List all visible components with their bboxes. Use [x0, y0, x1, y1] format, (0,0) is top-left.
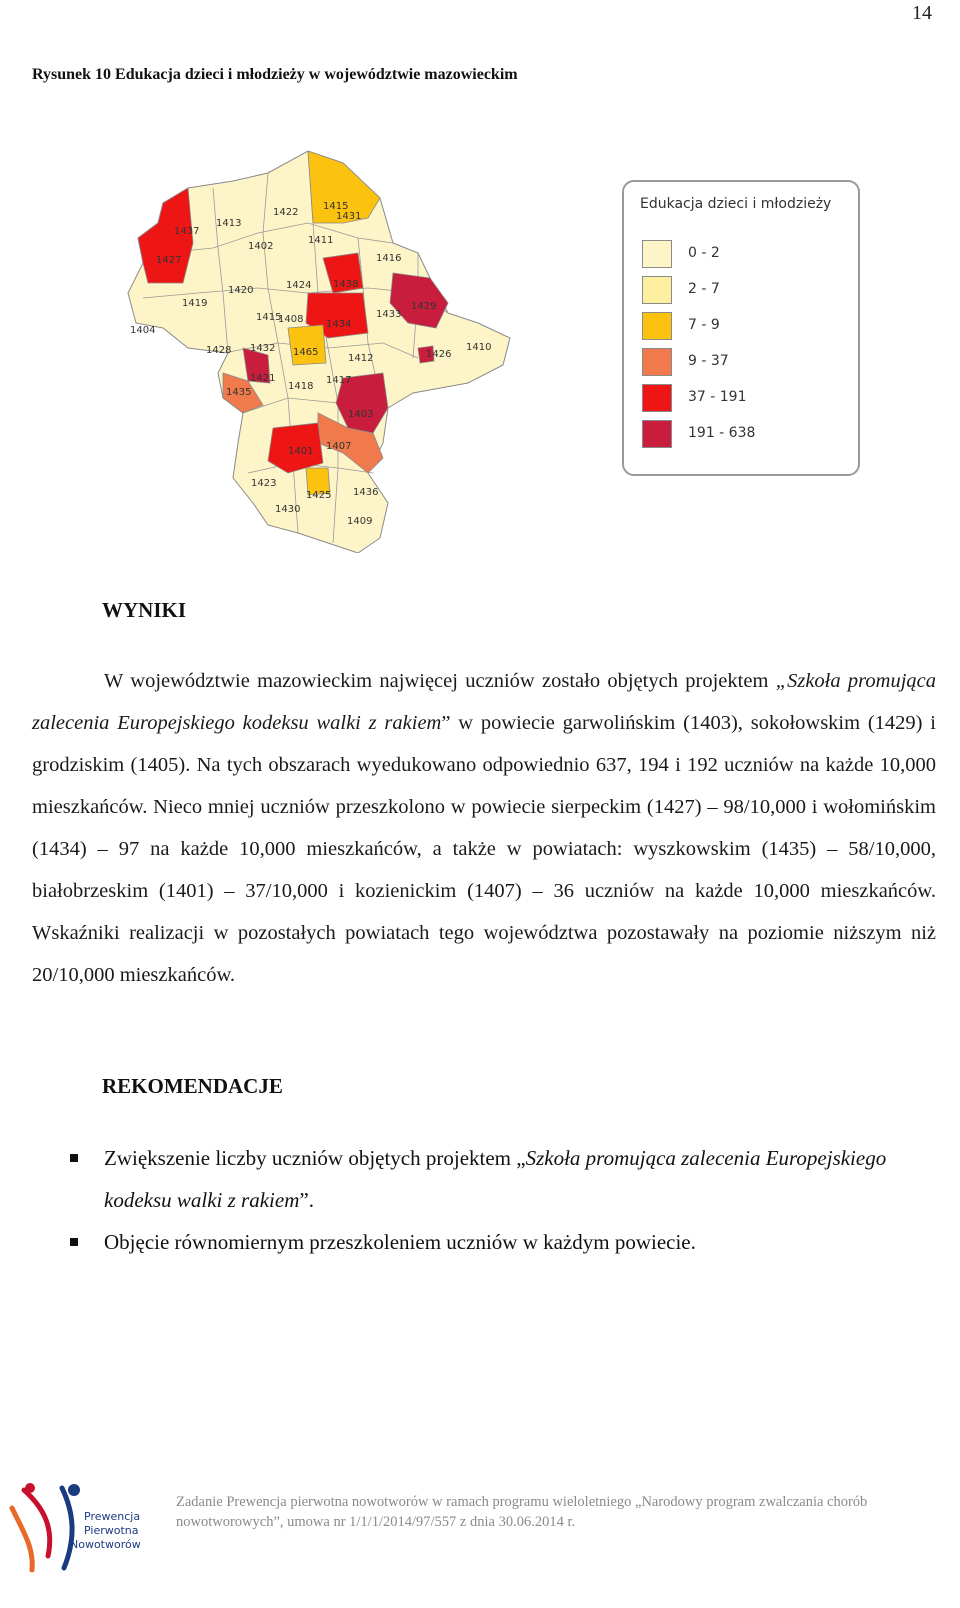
wyniki-paragraph [32, 660, 936, 996]
map-label: 1418 [288, 381, 314, 392]
map-legend [622, 180, 860, 476]
legend-swatch [642, 312, 672, 340]
map-label: 1411 [308, 235, 334, 246]
ppn-logo [4, 1478, 154, 1578]
map-label: 1422 [273, 207, 299, 218]
map-label: 1413 [216, 218, 242, 229]
map-label: 1415 [256, 312, 282, 323]
legend-label: 9 - 37 [688, 353, 729, 369]
map-label: 1428 [206, 345, 232, 356]
legend-swatch [642, 348, 672, 376]
text-run: W województwie mazowieckim najwięcej uczniów zostało objętych projektem [104, 670, 776, 692]
map-label: 1417 [326, 375, 352, 386]
quote-close: ” [441, 712, 451, 734]
map-label: 1426 [426, 349, 452, 360]
legend-swatch [642, 276, 672, 304]
map-label: 1423 [251, 478, 277, 489]
map-label: 1404 [130, 325, 156, 336]
square-bullet-icon [70, 1154, 78, 1162]
recommendation-list [68, 1137, 928, 1263]
legend-label: 2 - 7 [688, 281, 720, 297]
map-label: 1430 [275, 504, 301, 515]
map-label: 1408 [278, 314, 304, 325]
text-run: Zwiększenie liczby uczniów objętych projektem „ [104, 1146, 526, 1170]
page-number: 14 [912, 2, 932, 24]
legend-swatch [642, 420, 672, 448]
map-label: 1410 [466, 342, 492, 353]
quote-open: „ [775, 670, 788, 692]
map-label: 1438 [333, 279, 359, 290]
logo-figure-icon [4, 1478, 154, 1578]
map-label: 1407 [326, 441, 352, 452]
legend-label: 7 - 9 [688, 317, 720, 333]
legend-label: 0 - 2 [688, 245, 720, 261]
map-label: 1425 [306, 490, 332, 501]
rekomendacje-heading: REKOMENDACJE [102, 1074, 283, 1098]
map-label: 1420 [228, 285, 254, 296]
square-bullet-icon [70, 1238, 78, 1246]
map-svg [118, 143, 518, 553]
map-label: 1434 [326, 319, 352, 330]
figure-caption: Rysunek 10 Edukacja dzieci i młodzieży w województwie mazowieckim [32, 66, 518, 83]
logo-text: Prewencja [84, 1510, 141, 1523]
map-label: 1431 [336, 211, 362, 222]
map-label: 1427 [156, 255, 182, 266]
project-name: Szkoła promująca zalecenia Europejskiego kodeksu walki z rakiem [32, 670, 937, 734]
map-label: 1402 [248, 241, 274, 252]
map-label: 1421 [250, 373, 276, 384]
legend-swatch [642, 384, 672, 412]
logo-text: Pierwotna [84, 1524, 139, 1537]
text-run: Objęcie równomiernym przeszkoleniem uczniów w każdym powiecie. [104, 1230, 696, 1254]
legend-label: 37 - 191 [688, 389, 747, 405]
map-label: 1436 [353, 487, 379, 498]
map-label: 1416 [376, 253, 402, 264]
wyniki-heading: WYNIKI [102, 598, 187, 622]
footer-text: Zadanie Prewencja pierwotna nowotworów w ramach programu wieloletniego „Narodowy program zwalczania chorób nowotworowych”, umowa nr 1/1/1/2014/97/557 z dnia 30.06.2014 r. [176, 1494, 868, 1530]
map-label: 1412 [348, 353, 374, 364]
map-label: 1429 [411, 301, 437, 312]
text-run: w powiecie garwolińskim (1403), sokołowskim (1429) i grodziskim (1405). Na tych obszarach wyedukowano odpowiednio 637, 194 i 192 uczniów na każde 10,000 mieszkańców. Nieco mniej uczniów przeszkolono w powiecie sierpeckim (1427) – 98/10,000 i wołomińskim (1434) – 97 na każde 10,000 mieszkańców, a także w powiatach: wyszkowskim (1435) – 58/10,000, białobrzeskim (1401) – 37/10,000 i kozienickim (1407) – 36 uczniów na każde 10,000 mieszkańców. Wskaźniki realizacji w pozostałych powiatach tego województwa pozostawały na poziomie niższym niż 20/10,000 mieszkańców. [32, 712, 936, 986]
text-run: ”. [299, 1188, 314, 1212]
list-item [68, 1221, 928, 1263]
map-label: 1433 [376, 309, 402, 320]
map-label: 1415 [323, 201, 349, 212]
choropleth-map [118, 143, 518, 553]
map-label: 1424 [286, 280, 312, 291]
logo-text: Nowotworów [70, 1538, 141, 1551]
map-label: 1419 [182, 298, 208, 309]
legend-title: Edukacja dzieci i młodzieży [640, 196, 832, 212]
map-label: 1409 [347, 516, 373, 527]
project-name: Szkoła promująca zalecenia Europejskiego kodeksu walki z rakiem [104, 1146, 887, 1212]
map-label: 1403 [348, 409, 374, 420]
map-label: 1465 [293, 347, 319, 358]
map-label: 1437 [174, 226, 200, 237]
legend-swatch [642, 240, 672, 268]
map-label: 1432 [250, 343, 276, 354]
map-label: 1435 [226, 387, 252, 398]
list-item [68, 1137, 928, 1221]
map-label: 1401 [288, 446, 314, 457]
legend-label: 191 - 638 [688, 425, 756, 441]
county-1465 [288, 325, 326, 365]
